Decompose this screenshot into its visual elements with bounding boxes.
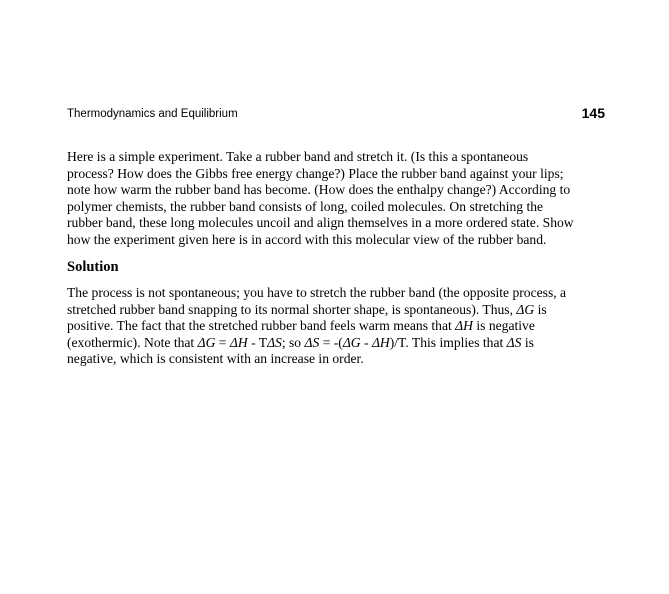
delta-h-symbol: ΔH: [371, 334, 390, 350]
solution-line: [67, 318, 603, 335]
solution-text: = -(: [319, 334, 343, 350]
problem-paragraph: [67, 149, 603, 249]
problem-line: how the experiment given here is in accord with this molecular view of the rubber band.: [67, 231, 547, 247]
solution-line: [67, 302, 603, 319]
solution-text: is: [534, 301, 547, 317]
solution-text: ; so: [281, 334, 305, 350]
problem-line: Here is a simple experiment. Take a rubber band and stretch it. (Is this a spontaneous: [67, 149, 529, 164]
solution-line: [67, 335, 603, 352]
solution-text: -: [360, 334, 372, 350]
delta-s-symbol: ΔS: [304, 334, 320, 350]
solution-text: )/T. This implies that: [389, 334, 507, 350]
solution-text: is: [521, 334, 534, 350]
solution-line: negative, which is consistent with an increase in order.: [67, 351, 364, 367]
delta-g-symbol: ΔG: [516, 301, 535, 317]
delta-s-symbol: ΔS: [506, 334, 522, 350]
delta-h-symbol: ΔH: [455, 318, 473, 334]
solution-text: (exothermic). Note that: [67, 334, 198, 350]
problem-line: rubber band, these long molecules uncoil and align themselves in a more ordered state. Show: [67, 215, 574, 231]
delta-h-symbol: ΔH: [229, 334, 248, 350]
solution-text: is negative: [472, 318, 535, 334]
solution-line: The process is not spontaneous; you have to stretch the rubber band (the opposite process, a: [67, 285, 567, 300]
problem-line: process? How does the Gibbs free energy change?) Place the rubber band against your lips;: [67, 165, 564, 181]
delta-s-symbol: ΔS: [267, 334, 282, 350]
delta-g-symbol: ΔG: [197, 334, 216, 350]
delta-g-symbol: ΔG: [342, 334, 361, 350]
solution-text: positive. The fact that the stretched rubber band feels warm means that: [67, 318, 456, 334]
problem-line: note how warm the rubber band has become. (How does the enthalpy change?) According to: [67, 182, 571, 198]
running-header: [67, 106, 605, 122]
header-title: Thermodynamics and Equilibrium: [67, 108, 238, 120]
solution-text: - T: [247, 334, 268, 350]
page-number: 145: [581, 105, 605, 121]
solution-text: =: [215, 334, 230, 350]
problem-line: polymer chemists, the rubber band consists of long, coiled molecules. On stretching the: [67, 198, 544, 214]
solution-paragraph: [67, 285, 603, 368]
solution-text: stretched rubber band snapping to its normal shorter shape, is spontaneous). Thus,: [67, 301, 517, 317]
solution-heading: Solution: [67, 259, 119, 275]
